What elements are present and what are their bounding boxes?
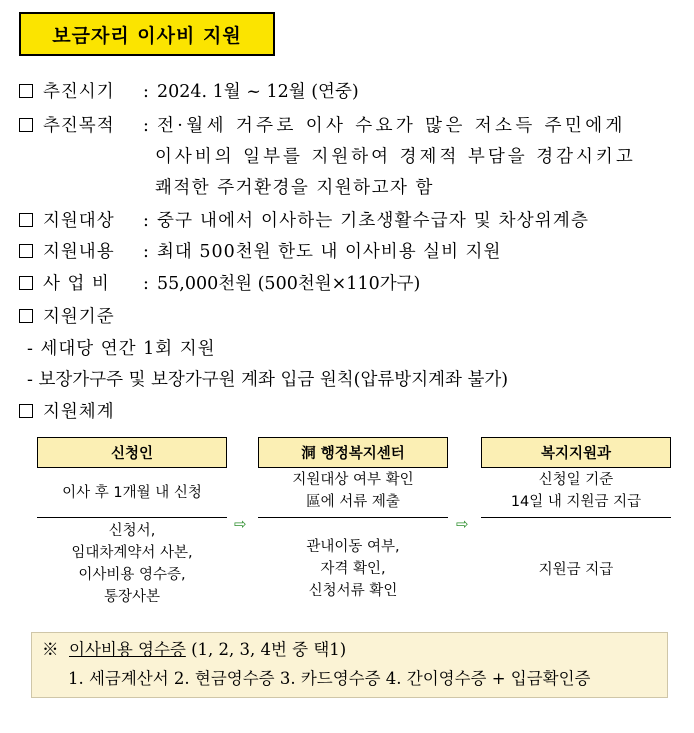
item-period: 추진시기 : 2024. 1월 ~ 12월 (연중)	[19, 80, 359, 104]
item-value: 2024. 1월 ~ 12월 (연중)	[157, 82, 359, 102]
item-content: 지원내용 : 최대 500천원 한도 내 이사비용 실비 지원	[19, 240, 501, 264]
flow-head-welfare-dept: 복지지원과	[481, 437, 671, 468]
receipt-note	[31, 632, 668, 698]
item-label: 사 업 비	[43, 274, 110, 294]
item-purpose-cont-1: 이사비의 일부를 지원하여 경제적 부담을 경감시키고	[155, 147, 636, 167]
note-title: 이사비용 영수증	[69, 640, 186, 659]
note-mark-icon: ※	[42, 640, 59, 659]
flow-head-applicant: 신청인	[37, 437, 227, 468]
item-label: 지원내용	[43, 242, 115, 262]
item-budget: 사 업 비 : 55,000천원 (500천원×110가구)	[19, 272, 420, 296]
flow-divider	[481, 517, 671, 518]
item-system	[19, 400, 135, 424]
checkbox-square-icon	[19, 84, 33, 98]
checkbox-square-icon	[19, 213, 33, 227]
item-criteria	[19, 305, 135, 329]
flow-arrow-icon: ⇨	[456, 515, 469, 533]
checkbox-square-icon	[19, 404, 33, 418]
note-suffix: (1, 2, 3, 4번 중 택1)	[191, 640, 347, 659]
item-value: 55,000천원 (500천원×110가구)	[157, 274, 421, 294]
flow-top-applicant: 이사 후 1개월 내 신청	[62, 485, 202, 501]
flow-head-dong-center: 洞 행정복지센터	[258, 437, 448, 468]
flow-top-welfare-dept: 신청일 기준 14일 내 지원금 지급	[510, 472, 642, 510]
note-options: 1. 세금계산서 2. 현금영수증 3. 카드영수증 4. 간이영수증 + 입금확인증	[68, 669, 591, 688]
item-value: 중구 내에서 이사하는 기초생활수급자 및 차상위계층	[157, 211, 590, 231]
page-title: 보금자리 이사비 지원	[19, 12, 275, 56]
criteria-line-2: - 보장가구주 및 보장가구원 계좌 입금 원칙(압류방지계좌 불가)	[27, 370, 509, 390]
checkbox-square-icon	[19, 118, 33, 132]
flow-arrow-icon: ⇨	[234, 515, 247, 533]
criteria-line-1: - 세대당 연간 1회 지원	[27, 339, 216, 359]
flow-divider	[258, 517, 448, 518]
flow-bottom-dong-center: 관내이동 여부, 자격 확인, 신청서류 확인	[306, 539, 400, 599]
flow-top-dong-center: 지원대상 여부 확인 區에 서류 제출	[292, 472, 414, 510]
flow-divider	[37, 517, 227, 518]
item-target: 지원대상 : 중구 내에서 이사하는 기초생활수급자 및 차상위계층	[19, 209, 589, 233]
item-value: 전·월세 거주로 이사 수요가 많은 저소득 주민에게	[157, 116, 626, 136]
item-label: 지원기준	[43, 307, 115, 327]
item-purpose-cont-2: 쾌적한 주거환경을 지원하고자 함	[155, 178, 434, 198]
item-label: 추진목적	[43, 116, 115, 136]
flow-bottom-applicant: 신청서, 임대차계약서 사본, 이사비용 영수증, 통장사본	[71, 523, 193, 605]
flow-bottom-welfare-dept: 지원금 지급	[538, 562, 614, 578]
checkbox-square-icon	[19, 309, 33, 323]
item-label: 지원대상	[43, 211, 115, 231]
item-value: 최대 500천원 한도 내 이사비용 실비 지원	[157, 242, 502, 262]
checkbox-square-icon	[19, 244, 33, 258]
item-label: 추진시기	[43, 82, 115, 102]
item-label: 지원체계	[43, 402, 115, 422]
item-purpose: 추진목적 : 전·월세 거주로 이사 수요가 많은 저소득 주민에게	[19, 114, 626, 138]
checkbox-square-icon	[19, 276, 33, 290]
